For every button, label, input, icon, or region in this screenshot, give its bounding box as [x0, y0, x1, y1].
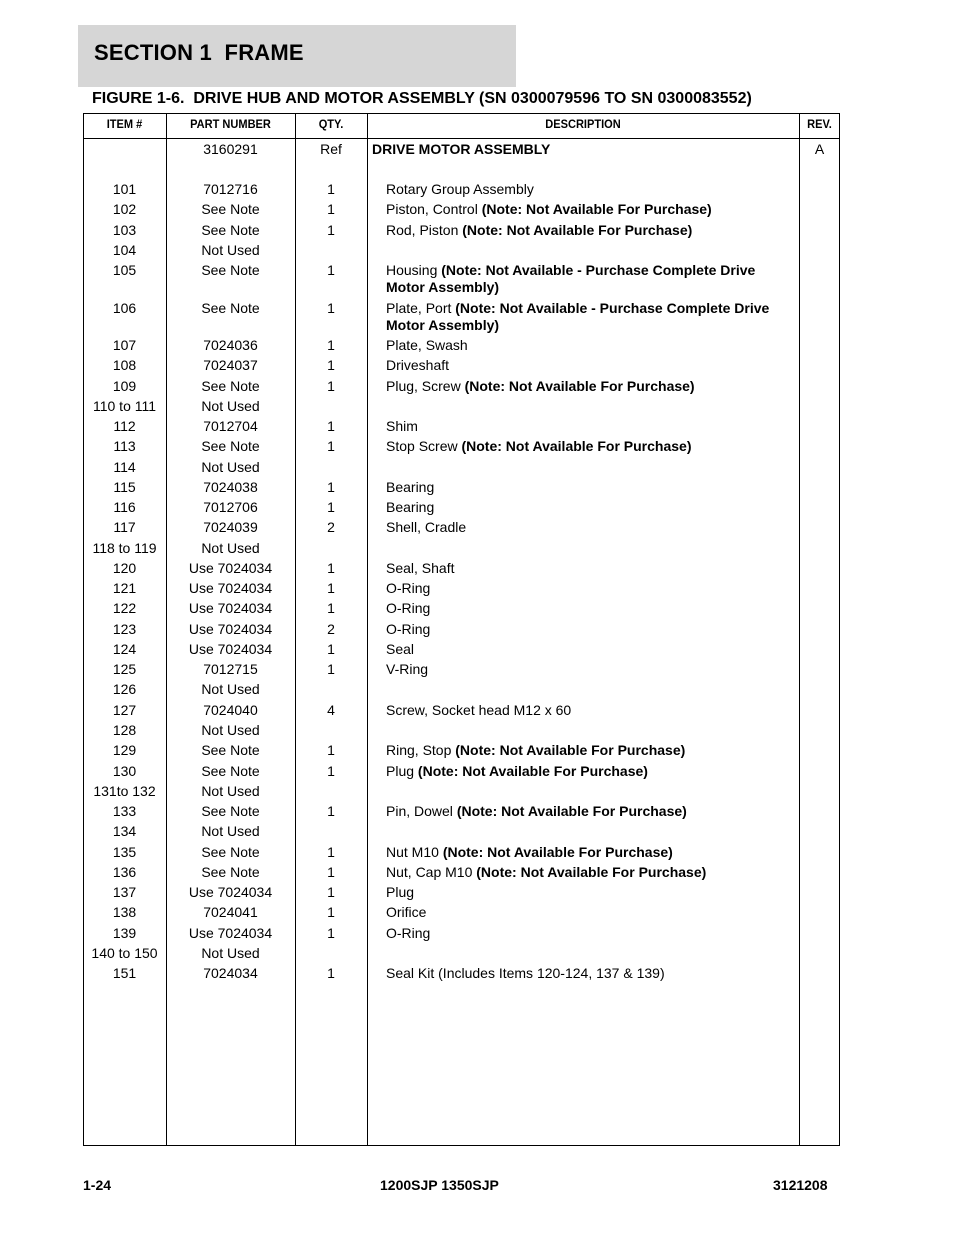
part-number: See Note — [201, 864, 260, 880]
item-number: 126 — [112, 681, 137, 697]
part-number: 7012706 — [203, 499, 258, 515]
purchase-note: (Note: Not Available For Purchase) — [455, 742, 686, 758]
part-number: See Note — [201, 378, 260, 394]
description — [386, 337, 796, 354]
description — [386, 884, 796, 901]
part-number: Not Used — [201, 540, 260, 556]
part-number: Not Used — [201, 783, 260, 799]
item-number: 128 — [112, 722, 137, 738]
description — [386, 519, 796, 536]
item-number: 104 — [112, 242, 137, 258]
description — [386, 844, 796, 861]
part-number: 7024037 — [203, 357, 258, 373]
part-number: Use 7024034 — [188, 641, 273, 657]
quantity: 1 — [327, 262, 335, 278]
quantity: 1 — [327, 763, 335, 779]
description-text: Shim — [386, 418, 418, 434]
quantity: 1 — [327, 378, 335, 394]
description-text: O-Ring — [386, 600, 431, 616]
figure-title: FIGURE 1-6. DRIVE HUB AND MOTOR ASSEMBLY (SN 0300079596 TO SN 0300083552) — [92, 90, 752, 107]
part-number: 3160291 — [203, 141, 258, 157]
quantity: 1 — [327, 499, 335, 515]
part-number: See Note — [201, 844, 260, 860]
quantity: 1 — [327, 438, 335, 454]
quantity: 1 — [327, 844, 335, 860]
quantity: 1 — [327, 201, 335, 217]
quantity: 1 — [327, 965, 335, 981]
item-number: 118 to 119 — [92, 540, 157, 556]
part-number: See Note — [201, 438, 260, 454]
item-number: 123 — [112, 621, 137, 637]
description-text: Plug — [386, 763, 418, 779]
description-text: Rod, Piston — [386, 222, 463, 238]
part-number: See Note — [201, 742, 260, 758]
footer-doc-number: 3121208 — [773, 1177, 828, 1193]
description-text: Seal — [386, 641, 415, 657]
quantity: 1 — [327, 803, 335, 819]
description-text: Stop Screw — [386, 438, 462, 454]
part-number: Not Used — [201, 681, 260, 697]
part-number: 7024040 — [203, 702, 258, 718]
item-number: 139 — [112, 925, 137, 941]
quantity: 1 — [327, 222, 335, 238]
description-text: V-Ring — [386, 661, 429, 677]
part-number: Use 7024034 — [188, 580, 273, 596]
part-number: Use 7024034 — [188, 925, 273, 941]
description-text: Pin, Dowel — [386, 803, 457, 819]
part-number: Use 7024034 — [188, 621, 273, 637]
description — [386, 621, 796, 638]
item-number: 106 — [112, 300, 137, 316]
item-number: 109 — [112, 378, 137, 394]
purchase-note: (Note: Not Available For Purchase) — [462, 222, 693, 238]
part-number: 7024038 — [203, 479, 258, 495]
part-number: See Note — [201, 300, 260, 316]
part-number: 7024034 — [203, 965, 258, 981]
quantity: 2 — [327, 519, 335, 535]
quantity: 1 — [327, 580, 335, 596]
quantity: 1 — [327, 181, 335, 197]
description-text: Seal Kit (Includes Items 120-124, 137 & 139) — [386, 965, 665, 981]
purchase-note: (Note: Not Available For Purchase) — [442, 844, 673, 860]
item-number: 112 — [113, 418, 136, 434]
description-text: Piston, Control — [386, 201, 482, 217]
quantity: 1 — [327, 418, 335, 434]
description-text: Seal, Shaft — [386, 560, 455, 576]
part-number: Not Used — [201, 459, 260, 475]
item-number: 117 — [113, 519, 136, 535]
item-number: 116 — [113, 499, 136, 515]
purchase-note: (Note: Not Available For Purchase) — [461, 438, 692, 454]
quantity: 4 — [327, 702, 335, 718]
description — [386, 763, 796, 780]
quantity: 1 — [327, 641, 335, 657]
description — [386, 222, 796, 239]
part-number: Use 7024034 — [188, 600, 273, 616]
item-number: 124 — [112, 641, 137, 657]
description — [386, 300, 796, 334]
item-number: 114 — [113, 459, 136, 475]
part-number: Use 7024034 — [188, 884, 273, 900]
header-description: DESCRIPTION — [545, 117, 621, 131]
quantity: Ref — [320, 141, 342, 157]
quantity: 1 — [327, 904, 335, 920]
part-number: Not Used — [201, 722, 260, 738]
footer-model: 1200SJP 1350SJP — [380, 1177, 499, 1193]
item-number: 133 — [112, 803, 137, 819]
description-text: Nut, Cap M10 — [386, 864, 477, 880]
description-text: DRIVE MOTOR ASSEMBLY — [372, 141, 551, 157]
quantity: 1 — [327, 560, 335, 576]
description-text: Nut M10 — [386, 844, 443, 860]
header-rev: REV. — [807, 117, 832, 131]
item-number: 115 — [113, 479, 136, 495]
item-number: 130 — [112, 763, 137, 779]
quantity: 1 — [327, 742, 335, 758]
purchase-note: (Note: Not Available For Purchase) — [464, 378, 695, 394]
revision: A — [814, 141, 825, 157]
part-number: Not Used — [201, 823, 260, 839]
description — [386, 600, 796, 617]
item-number: 137 — [112, 884, 137, 900]
part-number: 7012704 — [203, 418, 258, 434]
item-number: 121 — [112, 580, 137, 596]
header-item: ITEM # — [106, 117, 143, 131]
description — [386, 201, 796, 218]
description — [386, 378, 796, 395]
part-number: See Note — [201, 201, 260, 217]
description — [386, 438, 796, 455]
quantity: 1 — [327, 884, 335, 900]
description — [386, 742, 796, 759]
description-text: Rotary Group Assembly — [386, 181, 534, 197]
description — [386, 181, 796, 198]
description-text: O-Ring — [386, 621, 431, 637]
item-number: 127 — [112, 702, 137, 718]
item-number: 140 to 150 — [91, 945, 158, 961]
description-text: Bearing — [386, 499, 435, 515]
quantity: 1 — [327, 925, 335, 941]
part-number: Not Used — [201, 945, 260, 961]
description — [386, 499, 796, 516]
part-number: 7012715 — [203, 661, 258, 677]
description-text: Shell, Cradle — [386, 519, 467, 535]
quantity: 2 — [327, 621, 335, 637]
purchase-note: (Note: Not Available - Purchase Complete Drive Motor Assembly) — [386, 300, 770, 333]
item-number: 105 — [112, 262, 137, 278]
description-text: Plug — [386, 884, 415, 900]
purchase-note: (Note: Not Available For Purchase) — [456, 803, 687, 819]
description — [386, 560, 796, 577]
part-number: See Note — [201, 262, 260, 278]
part-number: See Note — [201, 803, 260, 819]
item-number: 134 — [112, 823, 137, 839]
header-part-number: PART NUMBER — [190, 117, 271, 131]
description — [386, 925, 796, 942]
description — [386, 965, 796, 982]
item-number: 113 — [113, 438, 136, 454]
part-number: See Note — [201, 763, 260, 779]
purchase-note: (Note: Not Available For Purchase) — [481, 201, 712, 217]
description-text: Driveshaft — [386, 357, 450, 373]
item-number: 151 — [112, 965, 137, 981]
description — [386, 803, 796, 820]
description-text: Plate, Port — [386, 300, 456, 316]
item-number: 120 — [112, 560, 137, 576]
column-divider — [799, 113, 800, 1146]
quantity: 1 — [327, 357, 335, 373]
footer-page-number: 1-24 — [83, 1177, 112, 1193]
description — [386, 702, 796, 719]
header-qty: QTY. — [318, 117, 344, 131]
item-number: 110 to 111 — [92, 398, 157, 414]
part-number: 7024041 — [203, 904, 258, 920]
item-number: 108 — [112, 357, 137, 373]
purchase-note: (Note: Not Available - Purchase Complete Drive Motor Assembly) — [386, 262, 756, 295]
description — [372, 141, 782, 158]
description-text: O-Ring — [386, 925, 431, 941]
item-number: 107 — [112, 337, 137, 353]
part-number: See Note — [201, 222, 260, 238]
description-text: Plate, Swash — [386, 337, 468, 353]
description — [386, 479, 796, 496]
description — [386, 357, 796, 374]
item-number: 103 — [112, 222, 137, 238]
description — [386, 864, 796, 881]
purchase-note: (Note: Not Available For Purchase) — [476, 864, 707, 880]
description — [386, 580, 796, 597]
part-number: Not Used — [201, 242, 260, 258]
header-divider — [83, 138, 840, 139]
description-text: Ring, Stop — [386, 742, 456, 758]
description-text: Orifice — [386, 904, 427, 920]
part-number: 7012716 — [203, 181, 258, 197]
quantity: 1 — [327, 661, 335, 677]
item-number: 129 — [112, 742, 137, 758]
description-text: Screw, Socket head M12 x 60 — [386, 702, 572, 718]
quantity: 1 — [327, 300, 335, 316]
description — [386, 661, 796, 678]
part-number: 7024039 — [203, 519, 258, 535]
purchase-note: (Note: Not Available For Purchase) — [417, 763, 648, 779]
quantity: 1 — [327, 600, 335, 616]
description-text: Housing — [386, 262, 442, 278]
item-number: 125 — [112, 661, 137, 677]
item-number: 131to 132 — [93, 783, 156, 799]
part-number: Use 7024034 — [188, 560, 273, 576]
description — [386, 641, 796, 658]
quantity: 1 — [327, 864, 335, 880]
item-number: 135 — [112, 844, 137, 860]
item-number: 122 — [112, 600, 137, 616]
item-number: 102 — [112, 201, 137, 217]
quantity: 1 — [327, 337, 335, 353]
item-number: 136 — [112, 864, 137, 880]
description-text: Bearing — [386, 479, 435, 495]
item-number: 101 — [112, 181, 137, 197]
item-number: 138 — [112, 904, 137, 920]
description — [386, 418, 796, 435]
description — [386, 262, 796, 296]
description-text: Plug, Screw — [386, 378, 465, 394]
part-number: 7024036 — [203, 337, 258, 353]
section-title: SECTION 1 FRAME — [94, 40, 304, 65]
description — [386, 904, 796, 921]
quantity: 1 — [327, 479, 335, 495]
description-text: O-Ring — [386, 580, 431, 596]
part-number: Not Used — [201, 398, 260, 414]
column-divider — [367, 113, 368, 1146]
